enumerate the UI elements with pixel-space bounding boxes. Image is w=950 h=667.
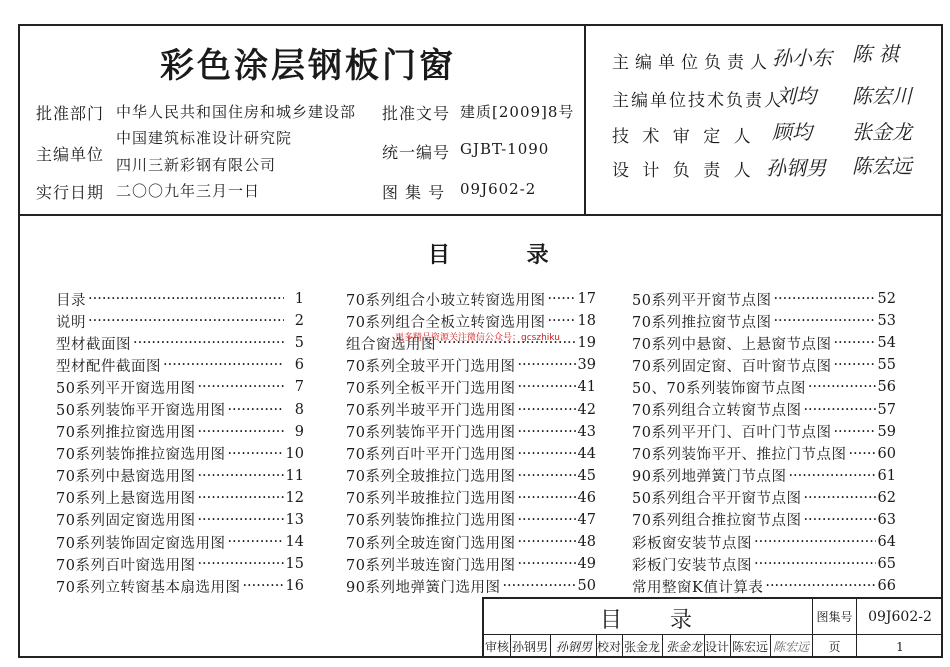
toc-item[interactable] — [632, 575, 896, 597]
toc-leader-dots — [808, 379, 876, 395]
toc-item-page: 61 — [877, 467, 896, 484]
toc-item-title: 组合窗选用图 — [346, 336, 436, 353]
toc-item-title: 70系列百叶平开门选用图 — [346, 447, 516, 464]
toc-item-title: 70系列半玻连窗门选用图 — [346, 557, 516, 574]
toc-item[interactable] — [632, 443, 896, 465]
toc-item-title: 70系列组合小玻立转窗选用图 — [346, 292, 546, 309]
toc-item-page: 56 — [877, 379, 896, 396]
toc-item-page: 1 — [294, 291, 304, 308]
toc-item[interactable] — [56, 487, 304, 509]
editor-unit-2: 四川三新彩钢有限公司 — [116, 156, 277, 174]
toc-leader-dots — [197, 424, 284, 440]
toc-item-title: 70系列全玻推拉门选用图 — [346, 469, 516, 486]
toc-item-title: 70系列半玻平开门选用图 — [346, 403, 516, 420]
toc-item[interactable] — [632, 421, 896, 443]
date-label: 实行日期 — [36, 183, 105, 202]
toc-item-page: 59 — [877, 423, 896, 440]
tb-sep — [704, 634, 705, 658]
toc-item-title: 70系列组合推拉窗节点图 — [632, 513, 802, 530]
toc-item[interactable] — [632, 354, 896, 376]
resp-role-3: 技 术 审 定 人 — [612, 127, 755, 147]
toc-item[interactable] — [632, 487, 896, 509]
toc-item-page: 66 — [877, 578, 896, 595]
toc-item-page: 42 — [577, 401, 596, 418]
tb-page-no: 1 — [896, 639, 904, 654]
toc-item-title: 70系列固定窗选用图 — [56, 513, 196, 530]
toc-leader-dots — [547, 291, 575, 307]
tb-sep — [770, 634, 771, 658]
tb-sep — [730, 634, 731, 658]
toc-item-title: 70系列立转窗基本扇选用图 — [56, 579, 241, 596]
toc-item-page: 2 — [294, 313, 304, 330]
toc-leader-dots — [833, 335, 875, 351]
watermark-text: 更多精品资源关注微信公众号：gcszhiku — [395, 333, 560, 343]
signature: 孙钢男 — [555, 640, 592, 654]
toc-item-title: 70系列装饰平开、推拉门节点图 — [632, 447, 847, 464]
toc-column-1 — [56, 288, 304, 597]
toc-leader-dots — [227, 534, 283, 550]
toc-item-page: 47 — [577, 511, 596, 528]
resp-role-4: 设 计 负 责 人 — [612, 161, 755, 181]
signature: 陈宏川 — [852, 84, 912, 108]
toc-item-page: 19 — [577, 335, 596, 352]
tb-page-label: 页 — [828, 640, 841, 654]
toc-leader-dots — [88, 313, 284, 329]
toc-item-page: 41 — [577, 379, 596, 396]
toc-item-title: 常用整窗K值计算表 — [632, 579, 764, 596]
toc-item-page: 50 — [577, 578, 596, 595]
toc-item[interactable] — [346, 531, 596, 553]
toc-leader-dots — [765, 578, 875, 594]
toc-item-page: 64 — [877, 534, 896, 551]
toc-leader-dots — [88, 291, 284, 307]
resp-role-2: 主编单位技术负责人 — [612, 91, 783, 111]
toc-item[interactable] — [56, 531, 304, 553]
editor-unit-1: 中国建筑标准设计研究院 — [116, 129, 293, 147]
toc-item-title: 70系列全板平开门选用图 — [346, 380, 516, 397]
toc-item[interactable] — [632, 531, 896, 553]
header-bottom-line — [18, 214, 943, 216]
toc-item[interactable] — [346, 376, 596, 398]
toc-item[interactable] — [346, 421, 596, 443]
toc-leader-dots — [547, 313, 575, 329]
toc-item-page: 49 — [577, 556, 596, 573]
toc-item[interactable] — [346, 509, 596, 531]
toc-item-page: 5 — [294, 335, 304, 352]
doc-no-label: 批准文号 — [382, 104, 451, 123]
approve-dept-label: 批准部门 — [36, 104, 105, 123]
toc-item[interactable] — [346, 398, 596, 420]
toc-leader-dots — [517, 490, 575, 506]
toc-leader-dots — [242, 578, 283, 594]
title-block-title: 目 录 — [600, 608, 696, 633]
doc-no: 建质[2009]8号 — [460, 103, 575, 121]
toc-leader-dots — [803, 490, 875, 506]
toc-item-title: 50系列组合平开窗节点图 — [632, 491, 802, 508]
toc-item[interactable] — [56, 553, 304, 575]
toc-leader-dots — [517, 379, 575, 395]
toc-item-page: 53 — [877, 313, 896, 330]
signature: 张金龙 — [665, 640, 702, 654]
editor-unit-label: 主编单位 — [36, 145, 105, 164]
toc-item[interactable] — [632, 376, 896, 398]
toc-leader-dots — [517, 556, 575, 572]
page-title: 彩色涂层钢板门窗 — [160, 46, 456, 86]
toc-item[interactable] — [56, 398, 304, 420]
toc-item[interactable] — [56, 288, 304, 310]
toc-item[interactable] — [346, 443, 596, 465]
toc-item-title: 90系列地弹簧门节点图 — [632, 469, 787, 486]
toc-item-title: 70系列中悬窗、上悬窗节点图 — [632, 336, 832, 353]
signature: 陈宏远 — [772, 640, 809, 654]
toc-item-title: 70系列半玻推拉门选用图 — [346, 491, 516, 508]
toc-item[interactable] — [56, 509, 304, 531]
toc-item-page: 13 — [285, 511, 304, 528]
toc-item-page: 60 — [877, 445, 896, 462]
toc-item-title: 型材截面图 — [56, 336, 131, 353]
toc-leader-dots — [754, 534, 876, 550]
toc-leader-dots — [833, 357, 875, 373]
toc-heading: 目 录 — [428, 242, 549, 268]
tb-sep — [662, 634, 663, 658]
toc-item-page: 8 — [294, 401, 304, 418]
toc-item-page: 62 — [877, 489, 896, 506]
approve-dept: 中华人民共和国住房和城乡建设部 — [116, 103, 357, 121]
toc-leader-dots — [197, 379, 284, 395]
toc-item[interactable] — [56, 575, 304, 597]
toc-leader-dots — [517, 357, 575, 373]
toc-leader-dots — [517, 468, 575, 484]
toc-item-title: 50系列平开窗选用图 — [56, 380, 196, 397]
toc-item[interactable] — [632, 553, 896, 575]
toc-leader-dots — [517, 534, 575, 550]
toc-item-title: 70系列组合立转窗节点图 — [632, 403, 802, 420]
toc-item-title: 70系列装饰推拉门选用图 — [346, 513, 516, 530]
toc-item-page: 43 — [577, 423, 596, 440]
toc-leader-dots — [133, 335, 284, 351]
signature: 孙小东 — [772, 46, 832, 70]
toc-item[interactable] — [632, 509, 896, 531]
tb-atlas-no: 09J602-2 — [868, 608, 932, 625]
toc-item[interactable] — [56, 310, 304, 332]
toc-item-title: 目录 — [56, 292, 86, 309]
toc-leader-dots — [517, 512, 575, 528]
toc-item[interactable] — [346, 310, 596, 332]
toc-item-page: 39 — [577, 357, 596, 374]
unified-no: GJBT-1090 — [460, 140, 550, 158]
tb-reviewer: 孙钢男 — [511, 640, 548, 654]
toc-leader-dots — [517, 424, 575, 440]
toc-leader-dots — [803, 512, 875, 528]
toc-item-page: 10 — [285, 445, 304, 462]
toc-item-title: 70系列上悬窗选用图 — [56, 491, 196, 508]
tb-sep — [550, 634, 551, 658]
toc-item-page: 6 — [294, 357, 304, 374]
toc-leader-dots — [197, 468, 283, 484]
toc-item-page: 15 — [285, 556, 304, 573]
toc-leader-dots — [197, 490, 283, 506]
toc-leader-dots — [833, 424, 875, 440]
tb-designer: 陈宏远 — [731, 640, 768, 654]
toc-item-page: 16 — [285, 578, 304, 595]
toc-item-page: 18 — [577, 313, 596, 330]
date: 二〇〇九年三月一日 — [116, 182, 261, 200]
toc-item-page: 7 — [294, 379, 304, 396]
tb-sep — [596, 634, 597, 658]
tb-sep — [510, 634, 511, 658]
toc-item-title: 70系列装饰固定窗选用图 — [56, 535, 226, 552]
toc-item-page: 65 — [877, 556, 896, 573]
toc-item[interactable] — [56, 376, 304, 398]
toc-item-page: 57 — [877, 401, 896, 418]
toc-leader-dots — [754, 556, 876, 572]
toc-item-title: 70系列推拉窗节点图 — [632, 314, 772, 331]
toc-item[interactable] — [56, 354, 304, 376]
toc-leader-dots — [773, 291, 875, 307]
toc-item[interactable] — [346, 288, 596, 310]
toc-item-title: 说明 — [56, 314, 86, 331]
toc-item[interactable] — [56, 465, 304, 487]
toc-leader-dots — [163, 357, 284, 373]
toc-item-title: 50、70系列装饰窗节点图 — [632, 380, 806, 397]
toc-item[interactable] — [346, 487, 596, 509]
toc-item[interactable] — [632, 288, 896, 310]
toc-leader-dots — [517, 446, 575, 462]
toc-leader-dots — [502, 578, 575, 594]
toc-leader-dots — [227, 446, 283, 462]
toc-leader-dots — [197, 556, 283, 572]
toc-item-title: 70系列推拉窗选用图 — [56, 425, 196, 442]
toc-leader-dots — [848, 446, 875, 462]
signature: 刘均 — [776, 84, 816, 108]
toc-item-title: 70系列组合全板立转窗选用图 — [346, 314, 546, 331]
toc-item-page: 63 — [877, 511, 896, 528]
toc-item[interactable] — [346, 553, 596, 575]
toc-item[interactable] — [56, 421, 304, 443]
toc-item-title: 50系列平开窗节点图 — [632, 292, 772, 309]
toc-item-page: 14 — [285, 534, 304, 551]
toc-item-title: 70系列全玻连窗门选用图 — [346, 535, 516, 552]
toc-item[interactable] — [56, 443, 304, 465]
resp-role-1: 主编单位负责人 — [612, 53, 773, 73]
signature: 张金龙 — [852, 120, 912, 144]
toc-item-title: 型材配件截面图 — [56, 358, 161, 375]
signature: 顾均 — [772, 120, 812, 144]
header-divider — [584, 24, 586, 215]
toc-item-title: 70系列全玻平开门选用图 — [346, 358, 516, 375]
tb-review-label: 审核 — [484, 640, 509, 654]
toc-item[interactable] — [346, 354, 596, 376]
toc-item-page: 17 — [577, 291, 596, 308]
toc-item-title: 70系列固定窗、百叶窗节点图 — [632, 358, 832, 375]
toc-item-page: 45 — [577, 467, 596, 484]
tb-atlas-label: 图集号 — [816, 610, 853, 624]
toc-item-title: 70系列中悬窗选用图 — [56, 469, 196, 486]
toc-item-title: 彩板窗安装节点图 — [632, 535, 752, 552]
toc-leader-dots — [773, 313, 875, 329]
toc-item-title: 彩板门安装节点图 — [632, 557, 752, 574]
toc-item[interactable] — [632, 398, 896, 420]
toc-column-3 — [632, 288, 896, 597]
toc-item-page: 46 — [577, 489, 596, 506]
tb-sep — [622, 634, 623, 658]
toc-item-page: 48 — [577, 534, 596, 551]
toc-item-title: 70系列平开门、百叶门节点图 — [632, 425, 832, 442]
toc-item-page: 52 — [877, 291, 896, 308]
toc-leader-dots — [517, 402, 575, 418]
toc-item[interactable] — [632, 332, 896, 354]
unified-no-label: 统一编号 — [382, 143, 451, 162]
toc-item[interactable] — [632, 310, 896, 332]
atlas-no-label: 图 集 号 — [382, 183, 446, 202]
toc-item[interactable] — [346, 575, 596, 597]
toc-item-title: 50系列装饰平开窗选用图 — [56, 403, 226, 420]
toc-item-title: 70系列装饰推拉窗选用图 — [56, 447, 226, 464]
toc-item-page: 12 — [285, 489, 304, 506]
toc-item-page: 54 — [877, 335, 896, 352]
atlas-no: 09J602-2 — [460, 180, 537, 198]
toc-item-page: 55 — [877, 357, 896, 374]
toc-leader-dots — [227, 402, 284, 418]
tb-check-label: 校对 — [596, 640, 621, 654]
toc-leader-dots — [788, 468, 875, 484]
toc-leader-dots — [197, 512, 283, 528]
toc-item-title: 90系列地弹簧门选用图 — [346, 579, 501, 596]
toc-item-page: 44 — [577, 445, 596, 462]
tb-design-label: 设计 — [704, 640, 729, 654]
signature: 陈 祺 — [852, 42, 899, 66]
toc-item-title: 70系列百叶窗选用图 — [56, 557, 196, 574]
signature: 陈宏远 — [852, 154, 912, 178]
toc-item[interactable] — [632, 465, 896, 487]
signature: 孙钢男 — [766, 156, 826, 180]
toc-item[interactable] — [346, 465, 596, 487]
tb-checker: 张金龙 — [623, 640, 660, 654]
toc-leader-dots — [803, 402, 875, 418]
toc-item-page: 11 — [285, 467, 304, 484]
toc-item[interactable] — [56, 332, 304, 354]
toc-item-title: 70系列装饰平开门选用图 — [346, 425, 516, 442]
toc-item-page: 9 — [294, 423, 304, 440]
